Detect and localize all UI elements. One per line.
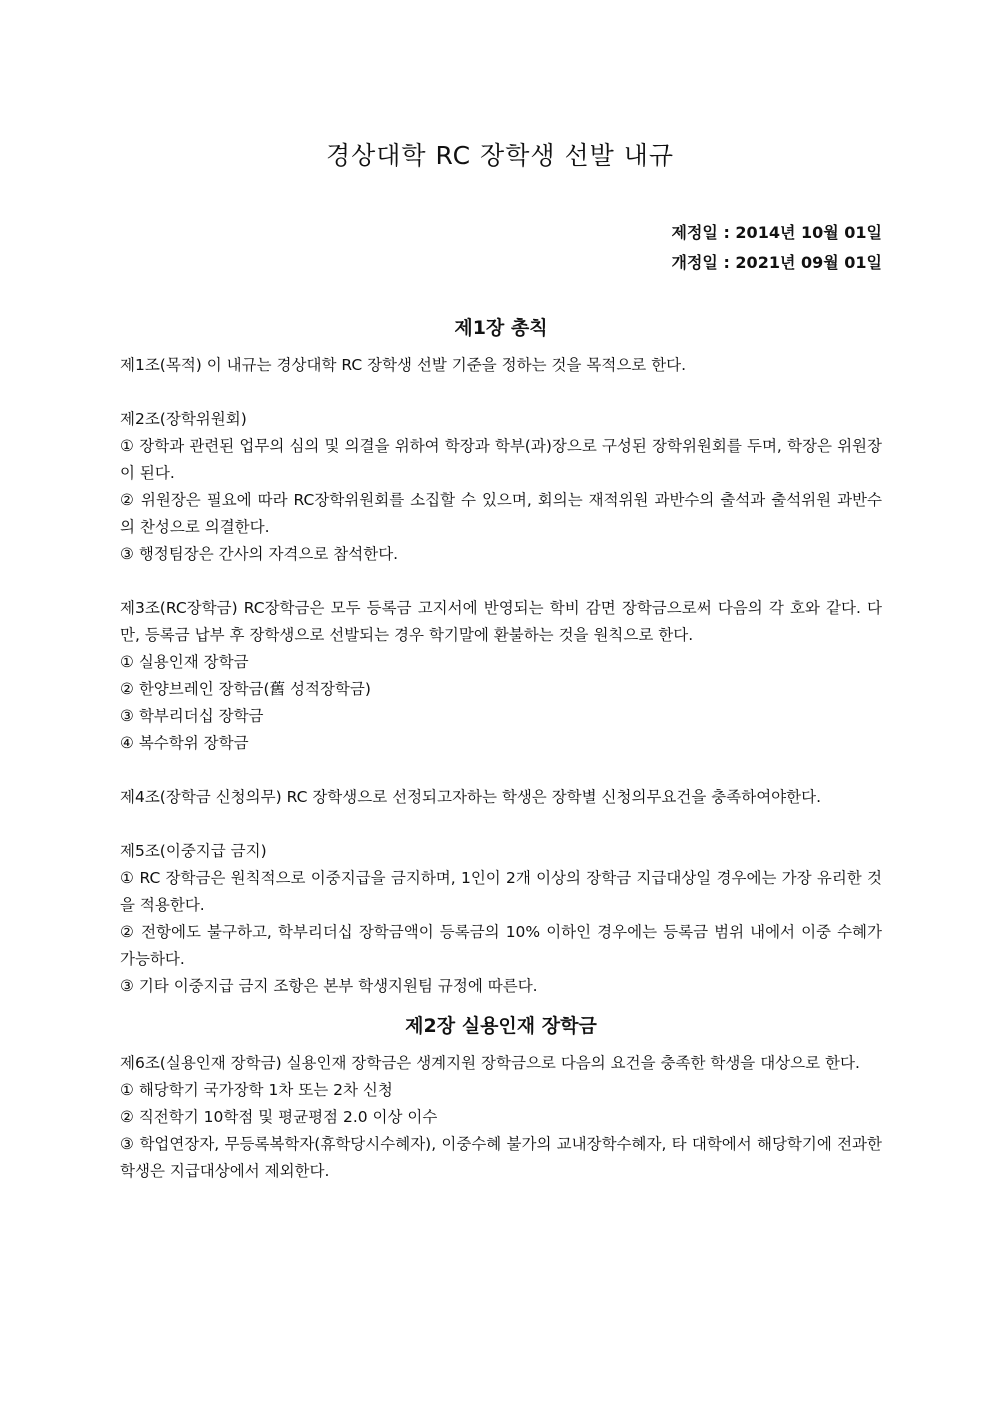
article-6-text: 제6조(실용인재 장학금) 실용인재 장학금은 생계지원 장학금으로 다음의 요건을 충족한 학생을 대상으로 한다. [120,1054,860,1072]
article-3-text: 제3조(RC장학금) RC장학금은 모두 등록금 고지서에 반영되는 학비 감면 장학금으로써 다음의 각 호와 같다. 다만, 등록금 납부 후 장학생으로 선발되는 경우 학기말에 환불하는 것을 원칙으로 한다. [120,599,882,644]
article-5-item: ② 전항에도 불구하고, 학부리더십 장학금액이 등록금의 10% 이하인 경우에는 등록금 범위 내에서 이중 수혜가 가능하다. [120,923,882,968]
chapter-2-heading: 제2장 실용인재 장학금 [405,1015,597,1037]
revised-date: 개정일 : 2021년 09월 01일 [671,253,882,272]
article-6-item: ③ 학업연장자, 무등록복학자(휴학당시수혜자), 이중수혜 불가의 교내장학수혜자, 타 대학에서 해당학기에 전과한 학생은 지급대상에서 제외한다. [120,1135,882,1180]
article-3-item: ④ 복수학위 장학금 [120,734,249,752]
date-block [672,218,882,278]
article-4: 제4조(장학금 신청의무) RC 장학생으로 선정되고자하는 학생은 장학별 신청의무요건을 충족하여야한다. [120,788,822,806]
article-1: 제1조(목적) 이 내규는 경상대학 RC 장학생 선발 기준을 정하는 것을 목적으로 한다. [120,356,687,374]
spacer [120,568,882,595]
spacer [120,379,882,406]
spacer [120,811,882,838]
spacer [120,757,882,784]
document-title: 경상대학 RC 장학생 선발 내규 [325,141,675,170]
article-5-item: ③ 기타 이중지급 금지 조항은 본부 학생지원팀 규정에 따른다. [120,977,538,995]
article-6-item: ① 해당학기 국가장학 1차 또는 2차 신청 [120,1081,393,1099]
article-2-item: ③ 행정팀장은 간사의 자격으로 참석한다. [120,545,399,563]
article-2-title: 제2조(장학위원회) [120,410,247,428]
article-6-item: ② 직전학기 10학점 및 평균평점 2.0 이상 이수 [120,1108,438,1126]
enacted-date: 제정일 : 2014년 10월 01일 [671,223,882,242]
article-2-item: ② 위원장은 필요에 따라 RC장학위원회를 소집할 수 있으며, 회의는 재적위원 과반수의 출석과 출석위원 과반수의 찬성으로 의결한다. [120,491,882,536]
article-5-title: 제5조(이중지급 금지) [120,842,267,860]
article-3-item: ① 실용인재 장학금 [120,653,249,671]
chapter-1-heading: 제1장 총칙 [454,317,548,339]
article-5-item: ① RC 장학금은 원칙적으로 이중지급을 금지하며, 1인이 2개 이상의 장학금 지급대상일 경우에는 가장 유리한 것을 적용한다. [120,869,882,914]
article-3-item: ③ 학부리더십 장학금 [120,707,264,725]
article-2-item: ① 장학과 관련된 업무의 심의 및 의결을 위하여 학장과 학부(과)장으로 구성된 장학위원회를 두며, 학장은 위원장이 된다. [120,437,882,482]
document-body [120,314,882,1185]
article-3-item: ② 한양브레인 장학금(舊 성적장학금) [120,680,371,698]
